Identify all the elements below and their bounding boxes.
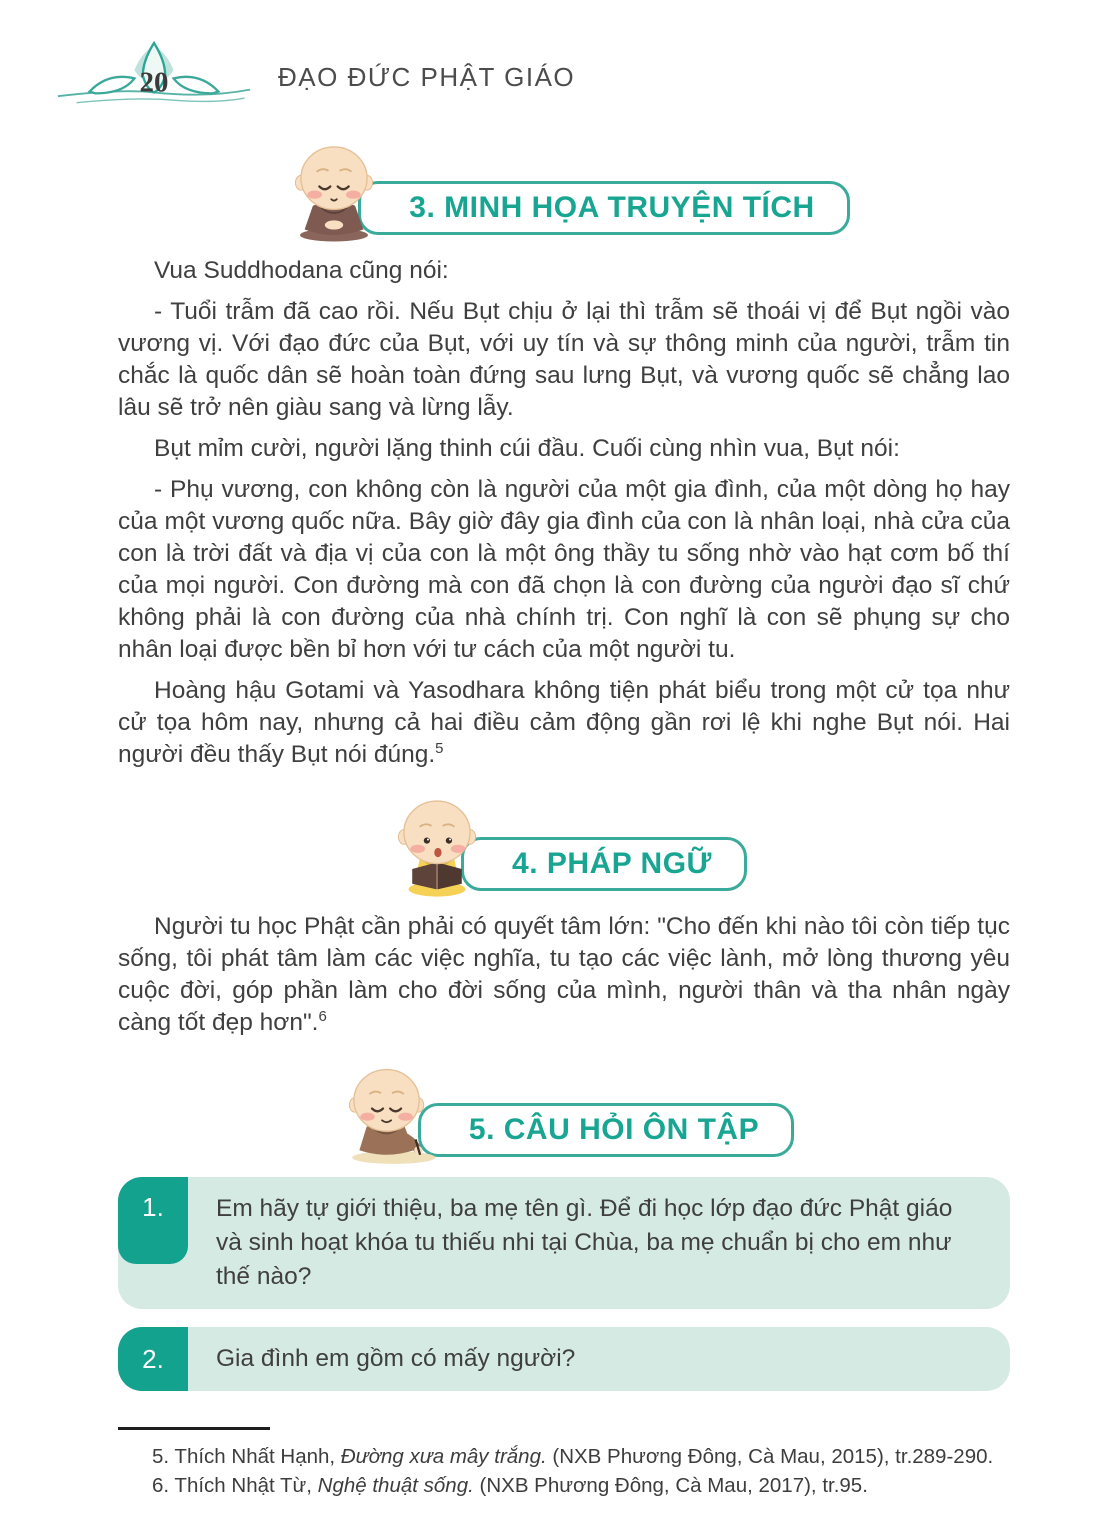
footnote-5 (118, 1442, 1010, 1471)
question-number-2: 2. (118, 1327, 188, 1391)
monk-meditating-icon (278, 139, 390, 243)
monk-writing-icon (334, 1063, 450, 1165)
paragraph: Bụt mỉm cười, người lặng thinh cúi đầu. Cuối cùng nhìn vua, Bụt nói: (154, 435, 900, 462)
question-text-2: Gia đình em gồm có mấy người? (216, 1345, 576, 1372)
footnote-suffix: (NXB Phương Đông, Cà Mau, 2017), tr.95. (473, 1474, 868, 1497)
footnote-title: Nghệ thuật sống. (317, 1474, 474, 1497)
footnote-prefix: 6. Thích Nhật Từ, (152, 1474, 318, 1497)
question-box-1 (118, 1177, 1010, 1309)
section-heading-dharma (118, 795, 1010, 899)
paragraph-text: Hoàng hậu Gotami và Yasodhara không tiện phát biểu trong một cử tọa như cử tọa hôm nay, nhưng cả hai điều cảm động gần rơi lệ khi nghe Bụt nói. Hai người đều thấy Bụt nói đúng. (118, 677, 1010, 768)
lotus-logo-icon (56, 40, 252, 115)
monk-reading-icon (381, 795, 493, 899)
paragraph (118, 911, 1010, 1039)
footnote-ref-5: 5 (435, 739, 444, 757)
page-content (0, 139, 1106, 1500)
paragraph: Vua Suddhodana cũng nói: (154, 257, 449, 284)
section-title-dharma: 4. PHÁP NGỮ (461, 837, 747, 891)
footnote-prefix: 5. Thích Nhất Hạnh, (152, 1445, 341, 1468)
section-title-review: 5. CÂU HỎI ÔN TẬP (418, 1103, 794, 1157)
footnote-suffix: (NXB Phương Đông, Cà Mau, 2015), tr.289-290. (546, 1445, 994, 1468)
question-box-2 (118, 1327, 1010, 1391)
footnote-ref-6: 6 (318, 1007, 327, 1025)
question-text-1: Em hãy tự giới thiệu, ba mẹ tên gì. Để đi học lớp đạo đức Phật giáo và sinh hoạt khóa tu thiếu nhi tại Chùa, ba mẹ chuẩn bị cho em như thế nào? (216, 1195, 953, 1290)
paragraph-text: Người tu học Phật cần phải có quyết tâm lớn: "Cho đến khi nào tôi còn tiếp tục sống, tôi phát tâm làm các việc nghĩa, tu tạo các việc lành, mở lòng thương yêu cuộc đời, góp phần làm cho đời sống của mình, người thân và tha nhân ngày càng tốt đẹp hơn". (118, 913, 1010, 1036)
footnote-title: Đường xưa mây trắng. (340, 1445, 547, 1468)
page-number: 20 (139, 66, 169, 99)
section-heading-review (118, 1063, 1010, 1165)
footnote-divider (118, 1427, 270, 1430)
page-header (0, 0, 1106, 115)
paragraph: - Tuổi trẫm đã cao rồi. Nếu Bụt chịu ở lại thì trẫm sẽ thoái vị để Bụt ngồi vào vương vị. Với đạo đức của Bụt, với uy tín và sự thông minh của người, trẫm tin chắc là quốc dân sẽ hoàn toàn đứng sau lưng Bụt, và vương quốc sẽ chẳng lao lâu sẽ trở nên giàu sang và lừng lẫy. (118, 298, 1010, 421)
section-heading-illustration (118, 139, 1010, 243)
section-title-illustration: 3. MINH HỌA TRUYỆN TÍCH (358, 181, 849, 235)
paragraph (118, 675, 1010, 771)
footnote-6 (118, 1471, 1010, 1500)
question-number-1: 1. (118, 1177, 188, 1264)
page-title: ĐẠO ĐỨC PHẬT GIÁO (278, 62, 576, 92)
paragraph: - Phụ vương, con không còn là người của một gia đình, của một dòng họ hay của một vương quốc nữa. Bây giờ đây gia đình của con là nhân loại, nhà cửa của con là trời đất và địa vị của con là một ông thầy tu sống nhờ vào hạt cơm bố thí của mọi người. Con đường mà con đã chọn là con đường của người đạo sĩ chứ không phải là con đường của nhà chính trị. Con nghĩ là con sẽ phụng sự cho nhân loại được bền bỉ hơn với tư cách của một người tu. (118, 476, 1010, 663)
